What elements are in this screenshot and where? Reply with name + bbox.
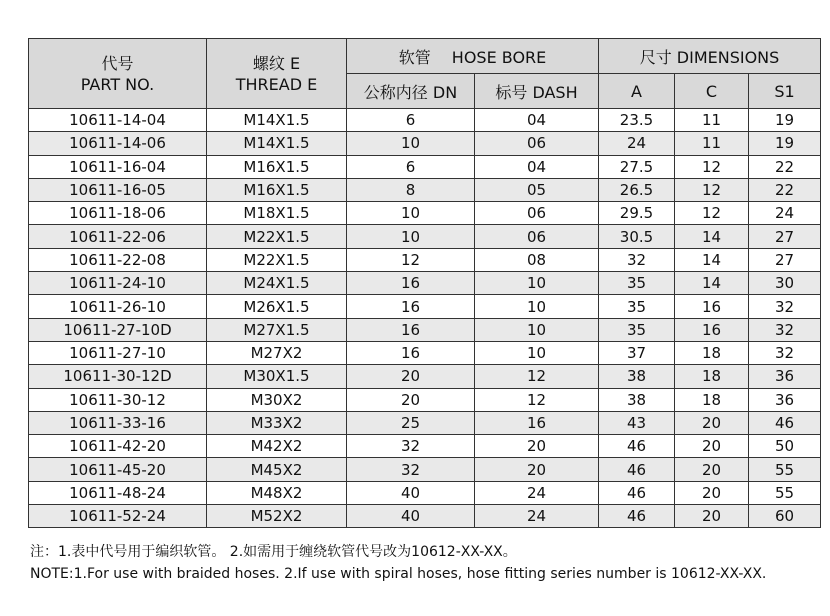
- cell-dash: 06: [475, 225, 599, 248]
- cell-dash: 10: [475, 272, 599, 295]
- cell-dim-c: 16: [675, 318, 749, 341]
- cell-dash: 04: [475, 155, 599, 178]
- cell-part-no: 10611-24-10: [29, 272, 207, 295]
- cell-part-no: 10611-26-10: [29, 295, 207, 318]
- cell-part-no: 10611-52-24: [29, 505, 207, 528]
- table-body: [29, 109, 821, 528]
- cell-dim-a: 37: [599, 341, 675, 364]
- cell-dim-a: 30.5: [599, 225, 675, 248]
- cell-dim-s1: 30: [749, 272, 821, 295]
- cell-dim-a: 35: [599, 318, 675, 341]
- cell-dim-c: 20: [675, 481, 749, 504]
- cell-dim-a: 24: [599, 132, 675, 155]
- cell-part-no: 10611-30-12: [29, 388, 207, 411]
- cell-thread: M33X2: [207, 411, 347, 434]
- cell-part-no: 10611-30-12D: [29, 365, 207, 388]
- cell-dim-a: 46: [599, 435, 675, 458]
- cell-thread: M45X2: [207, 458, 347, 481]
- cell-dim-c: 20: [675, 505, 749, 528]
- cell-dim-a: 46: [599, 458, 675, 481]
- cell-dn: 20: [347, 388, 475, 411]
- header-c: C: [675, 74, 749, 109]
- cell-thread: M14X1.5: [207, 109, 347, 132]
- cell-dim-s1: 22: [749, 155, 821, 178]
- table-row: [29, 248, 821, 271]
- cell-thread: M27X2: [207, 341, 347, 364]
- cell-dn: 40: [347, 505, 475, 528]
- cell-part-no: 10611-27-10: [29, 341, 207, 364]
- cell-dim-a: 26.5: [599, 178, 675, 201]
- cell-dim-c: 20: [675, 458, 749, 481]
- header-hose-bore: 软管 HOSE BORE: [347, 39, 599, 74]
- cell-dim-a: 23.5: [599, 109, 675, 132]
- cell-dn: 12: [347, 248, 475, 271]
- table-row: [29, 341, 821, 364]
- cell-thread: M16X1.5: [207, 155, 347, 178]
- cell-part-no: 10611-27-10D: [29, 318, 207, 341]
- table-row: [29, 388, 821, 411]
- cell-dim-s1: 19: [749, 109, 821, 132]
- cell-dim-s1: 36: [749, 388, 821, 411]
- cell-dim-a: 35: [599, 295, 675, 318]
- cell-dim-c: 14: [675, 225, 749, 248]
- cell-dim-c: 18: [675, 388, 749, 411]
- cell-thread: M22X1.5: [207, 225, 347, 248]
- cell-dash: 16: [475, 411, 599, 434]
- header-dn: 公称内径 DN: [347, 74, 475, 109]
- cell-dim-a: 35: [599, 272, 675, 295]
- cell-dash: 06: [475, 202, 599, 225]
- cell-thread: M48X2: [207, 481, 347, 504]
- cell-dash: 08: [475, 248, 599, 271]
- cell-part-no: 10611-14-06: [29, 132, 207, 155]
- header-dimensions: 尺寸 DIMENSIONS: [599, 39, 821, 74]
- cell-dn: 10: [347, 225, 475, 248]
- cell-dim-s1: 27: [749, 225, 821, 248]
- cell-part-no: 10611-22-08: [29, 248, 207, 271]
- cell-dn: 20: [347, 365, 475, 388]
- cell-part-no: 10611-16-04: [29, 155, 207, 178]
- table-row: [29, 155, 821, 178]
- cell-thread: M22X1.5: [207, 248, 347, 271]
- cell-thread: M42X2: [207, 435, 347, 458]
- cell-dim-c: 11: [675, 109, 749, 132]
- cell-dim-c: 12: [675, 155, 749, 178]
- cell-dim-s1: 50: [749, 435, 821, 458]
- header-thread-cn: 螺纹 E: [252, 53, 301, 73]
- cell-dim-s1: 32: [749, 318, 821, 341]
- cell-dn: 40: [347, 481, 475, 504]
- cell-dim-s1: 19: [749, 132, 821, 155]
- cell-dim-c: 18: [675, 341, 749, 364]
- cell-dim-s1: 55: [749, 458, 821, 481]
- header-s1: S1: [749, 74, 821, 109]
- cell-dn: 32: [347, 435, 475, 458]
- cell-dim-a: 46: [599, 505, 675, 528]
- cell-part-no: 10611-14-04: [29, 109, 207, 132]
- cell-dim-a: 46: [599, 481, 675, 504]
- cell-dn: 10: [347, 132, 475, 155]
- cell-thread: M14X1.5: [207, 132, 347, 155]
- header-dash: 标号 DASH: [475, 74, 599, 109]
- cell-dim-s1: 32: [749, 295, 821, 318]
- cell-part-no: 10611-22-06: [29, 225, 207, 248]
- cell-dim-a: 38: [599, 388, 675, 411]
- cell-dim-s1: 60: [749, 505, 821, 528]
- cell-dn: 25: [347, 411, 475, 434]
- cell-dim-s1: 55: [749, 481, 821, 504]
- header-thread-en: THREAD E: [235, 74, 318, 94]
- cell-dn: 16: [347, 295, 475, 318]
- table-row: [29, 109, 821, 132]
- cell-dim-s1: 32: [749, 341, 821, 364]
- cell-dash: 12: [475, 388, 599, 411]
- table-row: [29, 505, 821, 528]
- table-row: [29, 411, 821, 434]
- table-row: [29, 178, 821, 201]
- cell-dn: 16: [347, 318, 475, 341]
- cell-dn: 10: [347, 202, 475, 225]
- cell-dn: 32: [347, 458, 475, 481]
- cell-dim-a: 29.5: [599, 202, 675, 225]
- cell-dash: 10: [475, 295, 599, 318]
- cell-part-no: 10611-33-16: [29, 411, 207, 434]
- cell-dim-s1: 36: [749, 365, 821, 388]
- table-row: [29, 272, 821, 295]
- cell-thread: M26X1.5: [207, 295, 347, 318]
- table-row: [29, 318, 821, 341]
- table-row: [29, 202, 821, 225]
- cell-dash: 20: [475, 435, 599, 458]
- cell-thread: M52X2: [207, 505, 347, 528]
- table-row: [29, 295, 821, 318]
- cell-dim-a: 38: [599, 365, 675, 388]
- cell-dim-c: 20: [675, 435, 749, 458]
- cell-dash: 10: [475, 318, 599, 341]
- cell-dn: 8: [347, 178, 475, 201]
- table-header: [29, 39, 821, 109]
- cell-dash: 06: [475, 132, 599, 155]
- cell-dim-a: 27.5: [599, 155, 675, 178]
- header-part-no-en: PART NO.: [80, 74, 155, 94]
- cell-dn: 6: [347, 109, 475, 132]
- cell-part-no: 10611-18-06: [29, 202, 207, 225]
- cell-part-no: 10611-45-20: [29, 458, 207, 481]
- cell-dim-c: 12: [675, 178, 749, 201]
- cell-dash: 24: [475, 505, 599, 528]
- cell-dash: 05: [475, 178, 599, 201]
- cell-dash: 24: [475, 481, 599, 504]
- cell-dim-c: 14: [675, 272, 749, 295]
- cell-thread: M24X1.5: [207, 272, 347, 295]
- cell-dim-a: 32: [599, 248, 675, 271]
- cell-dim-s1: 24: [749, 202, 821, 225]
- note-chinese: 注：1.表中代号用于编织软管。 2.如需用于缠绕软管代号改为10612-XX-XX。: [30, 544, 517, 560]
- header-part-no: [29, 39, 207, 109]
- cell-dash: 20: [475, 458, 599, 481]
- cell-dim-s1: 22: [749, 178, 821, 201]
- cell-dn: 16: [347, 272, 475, 295]
- header-a: A: [599, 74, 675, 109]
- header-part-no-cn: 代号: [101, 53, 134, 73]
- table-row: [29, 435, 821, 458]
- cell-dn: 16: [347, 341, 475, 364]
- cell-dash: 10: [475, 341, 599, 364]
- cell-thread: M27X1.5: [207, 318, 347, 341]
- cell-thread: M18X1.5: [207, 202, 347, 225]
- cell-thread: M16X1.5: [207, 178, 347, 201]
- cell-part-no: 10611-48-24: [29, 481, 207, 504]
- table-row: [29, 365, 821, 388]
- table-row: [29, 225, 821, 248]
- cell-part-no: 10611-16-05: [29, 178, 207, 201]
- note-english: NOTE:1.For use with braided hoses. 2.If use with spiral hoses, hose fitting series number is 10612-XX-XX.: [30, 566, 767, 582]
- table-row: [29, 458, 821, 481]
- spec-table: [28, 38, 821, 528]
- cell-thread: M30X2: [207, 388, 347, 411]
- header-thread: [207, 39, 347, 109]
- cell-dim-s1: 46: [749, 411, 821, 434]
- cell-dim-a: 43: [599, 411, 675, 434]
- cell-dim-c: 18: [675, 365, 749, 388]
- cell-thread: M30X1.5: [207, 365, 347, 388]
- cell-dim-c: 14: [675, 248, 749, 271]
- table-row: [29, 132, 821, 155]
- cell-dim-s1: 27: [749, 248, 821, 271]
- table-row: [29, 481, 821, 504]
- cell-dim-c: 12: [675, 202, 749, 225]
- cell-dim-c: 20: [675, 411, 749, 434]
- cell-part-no: 10611-42-20: [29, 435, 207, 458]
- cell-dash: 12: [475, 365, 599, 388]
- cell-dim-c: 11: [675, 132, 749, 155]
- cell-dash: 04: [475, 109, 599, 132]
- cell-dim-c: 16: [675, 295, 749, 318]
- cell-dn: 6: [347, 155, 475, 178]
